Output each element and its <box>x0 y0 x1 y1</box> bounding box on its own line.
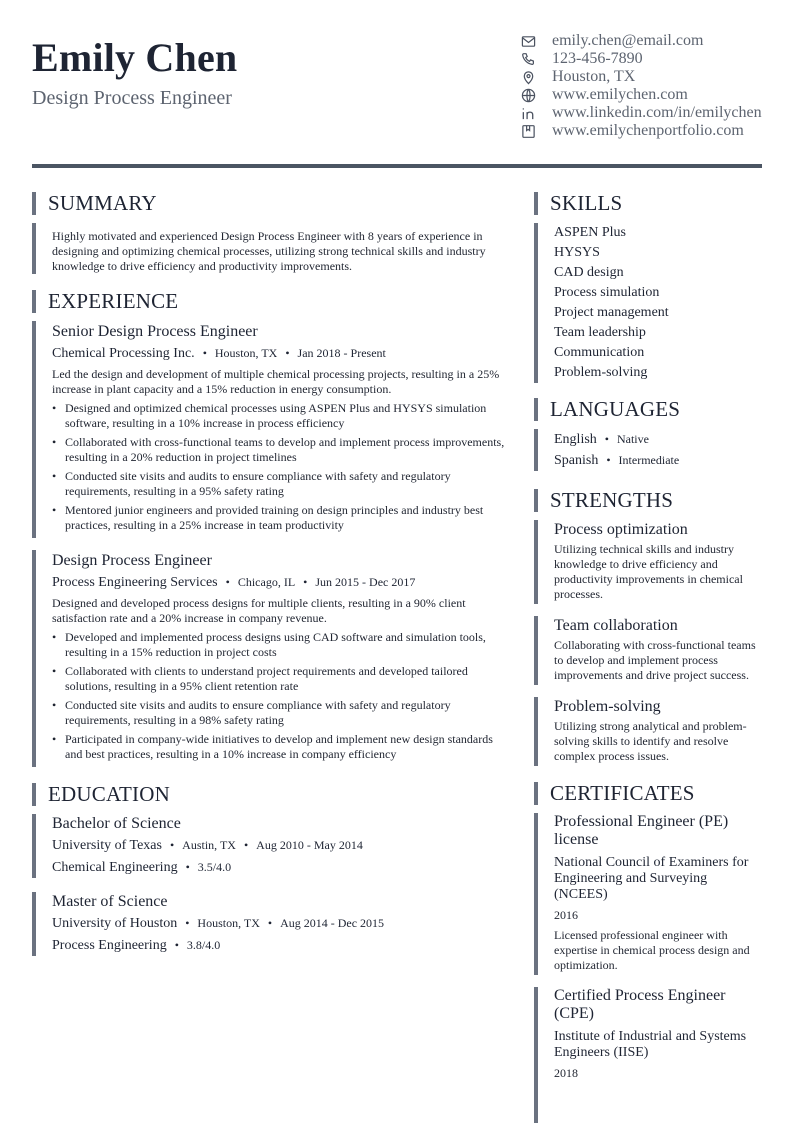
job-dates: Jan 2018 - Present <box>297 346 386 360</box>
skill-item: Project management <box>554 305 669 320</box>
job-bullet: • Collaborated with clients to understand project requirements and developed tailored solutions, resulting in a 95% client retention rate <box>52 664 510 694</box>
mail-icon <box>520 33 536 49</box>
strength-text: Collaborating with cross-functional teams to develop and implement process improvements and drive project success. <box>554 638 756 682</box>
job-title: Design Process Engineer <box>52 552 212 569</box>
job-bullet: • Conducted site visits and audits to ensure compliance with safety and regulatory requirements, resulting in a 95% safety rating <box>52 469 510 499</box>
certificate-year: 2016 <box>554 908 578 922</box>
job-company: Chemical Processing Inc. <box>52 346 195 361</box>
contact-portfolio[interactable] <box>520 122 780 140</box>
location-icon <box>520 69 536 85</box>
job-entry <box>32 321 510 538</box>
contact-email[interactable] <box>520 32 780 50</box>
skill-item: Team leadership <box>554 325 646 340</box>
job-entry <box>32 550 510 767</box>
skill-item: ASPEN Plus <box>554 225 626 240</box>
certificates-heading: CERTIFICATES <box>534 782 762 805</box>
certificate-org: National Council of Examiners for Engineering and Surveying (NCEES) <box>554 855 749 902</box>
strength-title: Team collaboration <box>554 617 678 634</box>
skill-item: CAD design <box>554 265 624 280</box>
job-bullet: • Mentored junior engineers and provided training on design principles and industry best practices, resulting in a 25% increase in team productivity <box>52 503 510 533</box>
job-title: Senior Design Process Engineer <box>52 323 258 340</box>
summary-text: Highly motivated and experienced Design Process Engineer with 8 years of experience in designing and optimizing chemical processes, utilizing strong technical skills and industry knowledge to drive efficiency and productivity improvements. <box>52 229 486 273</box>
education-heading: EDUCATION <box>32 783 510 806</box>
language-item: Spanish • Intermediate <box>554 453 680 468</box>
job-description: Led the design and development of multiple chemical processing projects, resulting in a 25% increase in plant capacity and a 15% reduction in energy consumption. <box>52 367 500 396</box>
job-bullets <box>52 401 510 533</box>
job-company: Process Engineering Services <box>52 575 218 590</box>
job-meta: Process Engineering Services • Chicago, IL • Jun 2015 - Dec 2017 <box>52 575 416 590</box>
certificate-year: 2018 <box>554 1066 578 1080</box>
candidate-title: Design Process Engineer <box>32 87 232 109</box>
contact-email-text: emily.chen@email.com <box>552 32 704 49</box>
education-field: Chemical Engineering • 3.5/4.0 <box>52 860 232 875</box>
degree: Master of Science <box>52 893 168 910</box>
contact-website[interactable] <box>520 86 780 104</box>
gpa: 3.5/4.0 <box>197 860 232 874</box>
phone-icon <box>520 51 536 67</box>
strength-text: Utilizing technical skills and industry knowledge to drive efficiency and productivity improvements in chemical processes. <box>554 542 743 601</box>
contact-phone-text: 123-456-7890 <box>552 50 643 67</box>
job-dates: Jun 2015 - Dec 2017 <box>315 575 416 589</box>
linkedin-icon <box>520 105 536 121</box>
side-column <box>534 192 762 1123</box>
school: University of Texas <box>52 838 162 853</box>
school: University of Houston <box>52 916 178 931</box>
job-description: Designed and developed process designs for multiple clients, resulting in a 90% client satisfaction rate and a 20% increase in company revenue. <box>52 596 466 625</box>
globe-icon <box>520 87 536 103</box>
contact-website-text: www.emilychen.com <box>552 86 688 103</box>
job-bullet: • Designed and optimized chemical processes using ASPEN Plus and HYSYS simulation software, resulting in a 10% increase in process efficiency <box>52 401 510 431</box>
education-meta: University of Houston • Houston, TX • Aug 2014 - Dec 2015 <box>52 916 385 931</box>
header-divider <box>32 164 762 168</box>
skill-item: Process simulation <box>554 285 660 300</box>
gpa: 3.8/4.0 <box>186 938 221 952</box>
education-field: Process Engineering • 3.8/4.0 <box>52 938 221 953</box>
contact-location <box>520 68 780 86</box>
job-bullet: • Developed and implemented process designs using CAD software and simulation tools, resulting in a 15% reduction in project costs <box>52 630 510 660</box>
strength-item <box>534 697 762 766</box>
strengths-heading: STRENGTHS <box>534 489 762 512</box>
main-column <box>32 192 510 956</box>
certificate-text: Licensed professional engineer with expertise in chemical process design and optimization. <box>554 928 750 972</box>
education-meta: University of Texas • Austin, TX • Aug 2010 - May 2014 <box>52 838 363 853</box>
field: Chemical Engineering <box>52 860 178 875</box>
experience-heading: EXPERIENCE <box>32 290 510 313</box>
job-bullet: • Collaborated with cross-functional teams to develop and implement process improvements, resulting in a 20% reduction in project timelines <box>52 435 510 465</box>
language-level: Native <box>616 432 649 446</box>
contact-portfolio-text: www.emilychenportfolio.com <box>552 122 744 139</box>
candidate-name: Emily Chen <box>32 35 238 80</box>
strength-item <box>534 520 762 604</box>
job-bullet: • Participated in company-wide initiatives to develop and implement new design standards and best practices, resulting in a 10% increase in company efficiency <box>52 732 510 762</box>
job-location: Chicago, IL <box>237 575 296 589</box>
language-level: Intermediate <box>618 453 680 467</box>
skill-item: Problem-solving <box>554 365 648 380</box>
job-bullet: • Conducted site visits and audits to ensure compliance with safety and regulatory requirements, resulting in a 98% safety rating <box>52 698 510 728</box>
education-dates: Aug 2010 - May 2014 <box>256 838 363 852</box>
contact-phone[interactable] <box>520 50 780 68</box>
languages-heading: LANGUAGES <box>534 398 762 421</box>
summary-block <box>32 223 510 274</box>
languages-block <box>534 429 762 471</box>
language-item: English • Native <box>554 432 649 447</box>
job-location: Houston, TX <box>214 346 278 360</box>
strength-item <box>534 616 762 685</box>
resume-header <box>32 30 762 150</box>
skills-heading: SKILLS <box>534 192 762 215</box>
skills-block <box>534 223 762 383</box>
education-entry <box>32 892 510 956</box>
certificate-title: Professional Engineer (PE) license <box>554 813 729 848</box>
education-entry <box>32 814 510 878</box>
strength-text: Utilizing strong analytical and problem-solving skills to identify and resolve complex process issues. <box>554 719 747 763</box>
job-meta: Chemical Processing Inc. • Houston, TX • Jan 2018 - Present <box>52 346 386 361</box>
contact-location-text: Houston, TX <box>552 68 636 85</box>
language-name: English <box>554 432 597 447</box>
language-name: Spanish <box>554 453 599 468</box>
strength-title: Problem-solving <box>554 698 661 715</box>
school-location: Austin, TX <box>182 838 236 852</box>
certificate-org: Institute of Industrial and Systems Engineers (IISE) <box>554 1029 747 1060</box>
certificate-title: Certified Process Engineer (CPE) <box>554 987 726 1022</box>
skill-item: HYSYS <box>554 245 600 260</box>
skill-item: Communication <box>554 345 645 360</box>
strength-title: Process optimization <box>554 521 688 538</box>
portfolio-icon <box>520 123 536 139</box>
contact-linkedin-text: www.linkedin.com/in/emilychen <box>552 104 762 121</box>
job-bullets <box>52 630 510 762</box>
field: Process Engineering <box>52 938 167 953</box>
certificate-item <box>534 987 762 1123</box>
summary-heading: SUMMARY <box>32 192 510 215</box>
school-location: Houston, TX <box>197 916 260 930</box>
degree: Bachelor of Science <box>52 815 181 832</box>
contact-linkedin[interactable] <box>520 104 780 122</box>
certificate-item <box>534 813 762 975</box>
contact-list <box>520 32 780 140</box>
education-dates: Aug 2014 - Dec 2015 <box>280 916 385 930</box>
